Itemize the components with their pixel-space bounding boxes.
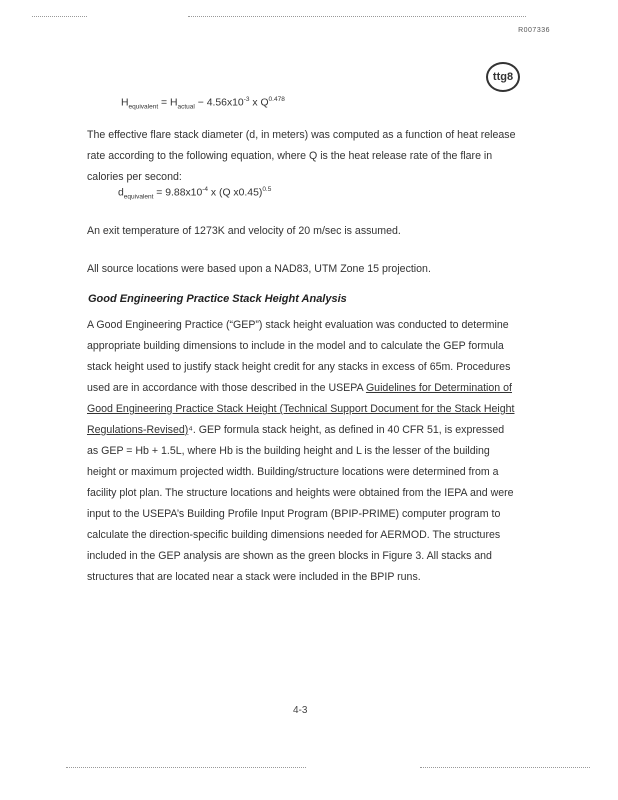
- paragraph-gep-text: A Good Engineering Practice (“GEP”) stack height evaluation was conducted to determine appropriate building dimensions to include in the model and to calculate the GEP formula stack height used to justify stack height credit for any stacks in excess of 65m. Procedures used are in accordance with those described in the USEPA Guidelines for Determination of Good Engineering Practice Stack Height (Technical Support Document for the Stack Height Regulations-Revised)⁴. GEP formula stack height, as defined in 40 CFR 51, is expressed as GEP = Hb + 1.5L, where Hb is the building height and L is the lesser of the building height or maximum projected width. Building/structure locations were determined from a facility plot plan. The structure locations and heights were obtained from the IEPA and were input to the USEPA’s Building Profile Input Program (BPIP-PRIME) computer program to calculate the direction-specific building dimensions needed for AERMOD. The structures included in the GEP analysis are shown as the green blocks in Figure 3. All stacks and structures that are located near a stack were included in the BPIP runs.: [87, 319, 515, 583]
- bottom-scan-artifact-left: [66, 767, 306, 768]
- bottom-scan-artifact-right: [420, 767, 590, 768]
- paragraph-gep: [87, 315, 517, 588]
- paragraph-exit-temperature: [87, 221, 517, 242]
- guidelines-reference: Guidelines for Determination of Good Engineering Practice Stack Height (Technical Support Document for the Stack Height Regulations-Revised): [87, 382, 515, 436]
- logo-stamp: ttg8: [486, 62, 520, 92]
- paragraph-diameter-text: The effective flare stack diameter (d, in meters) was computed as a function of heat release rate according to the following equation, where Q is the heat release rate of the flare in calories per second:: [87, 129, 516, 183]
- paragraph-exit-temperature-text: An exit temperature of 1273K and velocity of 20 m/sec is assumed.: [87, 225, 401, 237]
- paragraph-diameter: [87, 125, 517, 188]
- top-scan-artifact-right: [188, 16, 526, 17]
- paragraph-source-locations: [87, 259, 517, 280]
- top-scan-artifact-left: [32, 16, 87, 17]
- paragraph-source-locations-text: All source locations were based upon a NAD83, UTM Zone 15 projection.: [87, 263, 431, 275]
- section-heading: Good Engineering Practice Stack Height Analysis: [88, 293, 347, 305]
- document-id: R007336: [518, 27, 550, 34]
- page-number: 4-3: [293, 705, 308, 716]
- height-equation: $H_{equivalent} = H_{actual} - 4.56x10^{-3}$ x $Q^{0.478}$: [121, 96, 285, 111]
- diameter-equation: $d_{equivalent} = 9.88x10^{-4}$ x (Q x0.45)$^{0.5}$: [118, 186, 272, 201]
